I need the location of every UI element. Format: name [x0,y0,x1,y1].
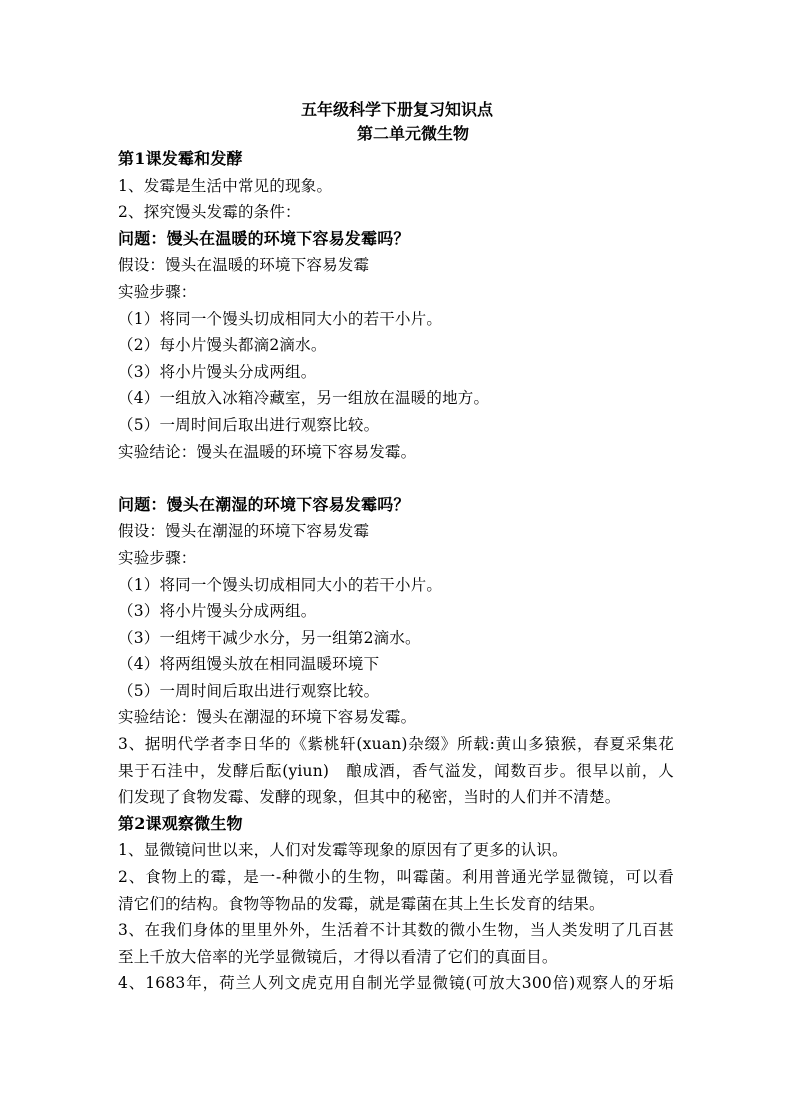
step-item: （1）将同一个馒头切成相同大小的若干小片。 [118,575,443,594]
step-item: （3）将小片馒头分成两组。 [118,602,317,621]
paragraph-line: 清它们的结构。食物等物品的发霉，就是霉菌在其上生长发育的结果。 [118,894,605,913]
paragraph-line: 们发现了食物发霉、发酵的现象，但其中的秘密，当时的人们并不清楚。 [118,788,621,807]
step-item: （1）将同一个馒头切成相同大小的若干小片。 [118,309,443,328]
question-2: 问题：馒头在潮湿的环境下容易发霉吗？ [118,494,410,514]
step-item: （3）将小片馒头分成两组。 [118,362,317,381]
conclusion-2: 实验结论：馒头在潮湿的环境下容易发霉。 [118,708,417,727]
blank-line [118,465,674,492]
paragraph-line: 3、在我们身体的里里外外，生活着不计其数的微小生物，当人类发明了几百甚 [118,921,674,940]
paragraph: 1、显微镜问世以来，人们对发霉等现象的原因有了更多的认识。 [118,841,568,860]
conclusion-1: 实验结论：馒头在温暖的环境下容易发霉。 [118,442,417,461]
step-item: （4）一组放入冰箱冷藏室，另一组放在温暖的地方。 [118,389,490,408]
paragraph: 2、探究馒头发霉的条件： [118,203,301,222]
paragraph-line: 2、食物上的霉，是一-种微小的生物，叫霉菌。利用普通光学显微镜，可以看 [118,868,674,887]
hypothesis-1: 假设：馒头在温暖的环境下容易发霉 [118,256,370,275]
paragraph-line: 4、1683年，荷兰人列文虎克用自制光学显微镜(可放大300倍)观察人的牙垢 [118,974,674,993]
steps-label-2: 实验步骤： [118,548,197,567]
unit-title: 第二单元微生物 [357,124,470,143]
paragraph-line: 果于石洼中，发酵后酝(yiun) 酿成酒，香气溢发，闻数百步。很早以前，人 [118,761,674,780]
steps-label-1: 实验步骤： [118,282,197,301]
lesson2-heading: 第2课观察微生物 [118,813,243,833]
paragraph-line: 3、据明代学者李日华的《紫桃轩(xuan)杂缀》所载:黄山多猿猴，春夏采集花 [118,735,674,754]
step-item: （4）将两组馒头放在相同温暖环境下 [118,655,380,674]
step-item: （5）一周时间后取出进行观察比较。 [118,681,380,700]
step-item: （3）一组烤干减少水分，另一组第2滴水。 [118,628,421,647]
paragraph: 1、发霉是生活中常见的现象。 [118,176,333,195]
lesson1-heading: 第1课发霉和发酵 [118,149,243,168]
step-item: （2）每小片馒头都滴2滴水。 [118,336,327,355]
paragraph-line: 至上千放大倍率的光学显微镜后，才得以看清了它们的真面目。 [118,947,558,966]
question-1: 问题：馒头在温暖的环境下容易发霉吗？ [118,228,410,248]
step-item: （5）一周时间后取出进行观察比较。 [118,415,380,434]
document-title: 五年级科学下册复习知识点 [301,100,494,119]
document-page [118,98,674,997]
hypothesis-2: 假设：馒头在潮湿的环境下容易发霉 [118,522,370,541]
